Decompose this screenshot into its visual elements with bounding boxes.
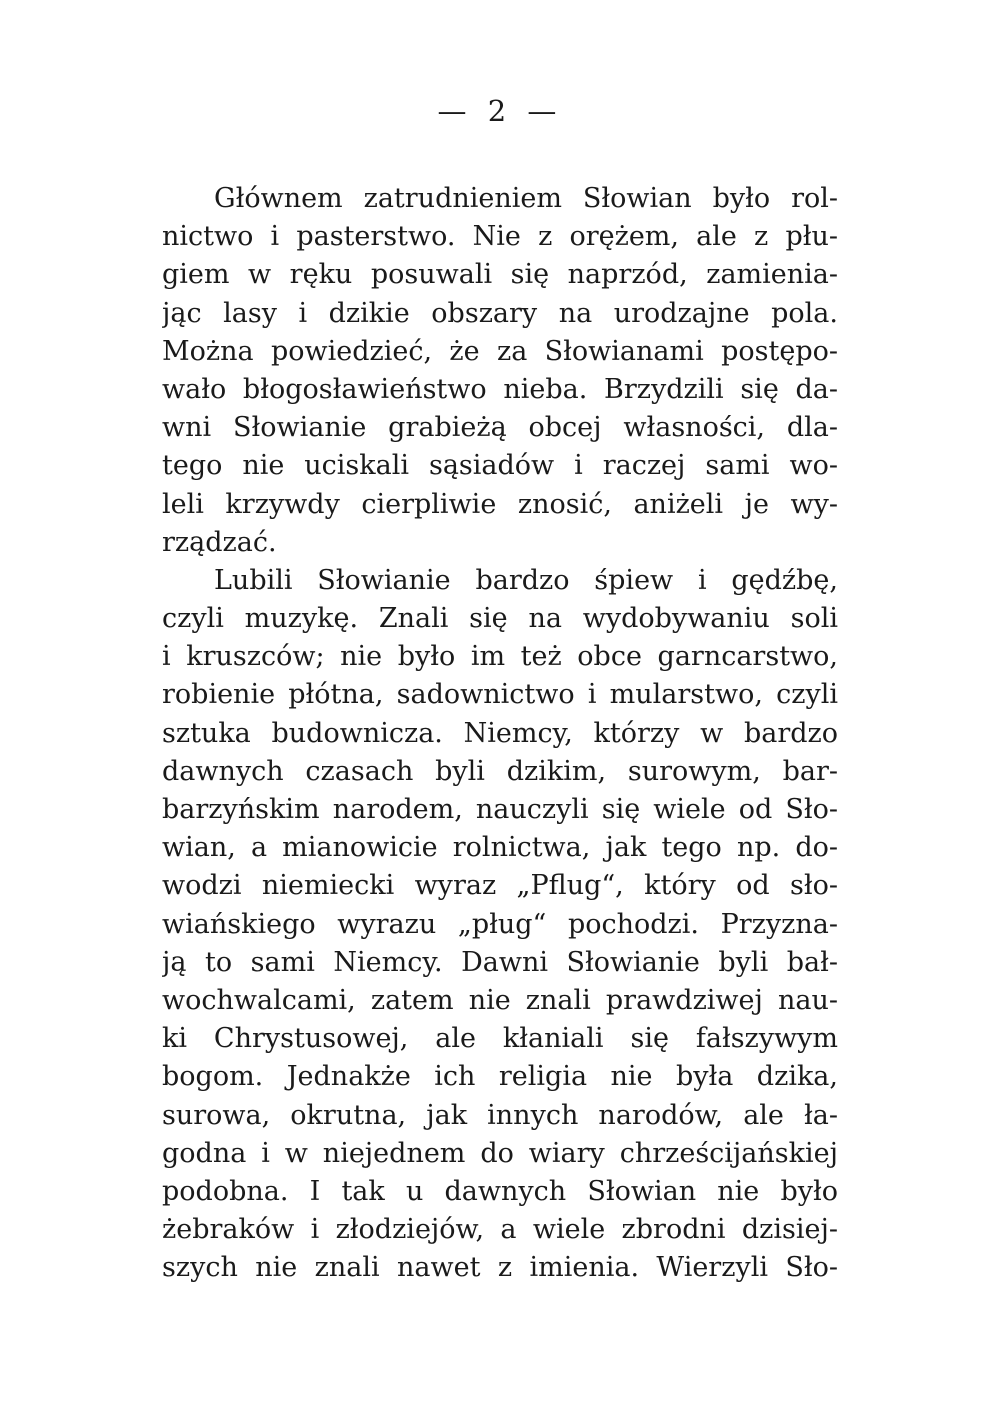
text-line: wian, a mianowicie rolnictwa, jak tego np. do- bbox=[162, 832, 838, 864]
text-line: robienie płótna, sadownictwo i mularstwo, czyli bbox=[162, 679, 838, 711]
text-line: tego nie uciskali sąsiadów i raczej sami wo- bbox=[162, 450, 838, 482]
text-line: bogom. Jednakże ich religia nie była dzika, bbox=[162, 1061, 838, 1093]
text-block bbox=[162, 180, 838, 1287]
text-line: wni Słowianie grabieżą obcej własności, dla- bbox=[162, 412, 838, 444]
text-line: wało błogosławieństwo nieba. Brzydzili się da- bbox=[162, 373, 838, 405]
page-number: — 2 — bbox=[437, 94, 563, 128]
text-line: barzyńskim narodem, nauczyli się wiele od Sło- bbox=[162, 794, 838, 825]
text-line: ją to sami Niemcy. Dawni Słowianie byli bał- bbox=[162, 946, 838, 978]
text-line: rządzać. bbox=[162, 526, 277, 558]
text-line: Można powiedzieć, że za Słowianami postępo- bbox=[162, 335, 838, 367]
text-line: szych nie znali nawet z imienia. Wierzyli Sło- bbox=[162, 1252, 838, 1284]
text-line: giem w ręku posuwali się naprzód, zamienia- bbox=[162, 259, 838, 291]
text-line: Głównem zatrudnieniem Słowian było rol- bbox=[214, 183, 838, 214]
text-line: Lubili Słowianie bardzo śpiew i gędźbę, bbox=[214, 564, 838, 596]
text-line: i kruszców; nie było im też obce garncarstwo, bbox=[162, 641, 838, 673]
text-line: podobna. I tak u dawnych Słowian nie było bbox=[162, 1175, 838, 1207]
text-line: surowa, okrutna, jak innych narodów, ale ła- bbox=[162, 1099, 838, 1131]
text-line: żebraków i złodziejów, a wiele zbrodni dzisiej- bbox=[162, 1214, 838, 1246]
text-line: wodzi niemiecki wyraz „Pflug“, który od sło- bbox=[162, 870, 838, 902]
text-line: wochwalcami, zatem nie znali prawdziwej nau- bbox=[162, 984, 838, 1016]
text-line: jąc lasy i dzikie obszary na urodzajne pola. bbox=[162, 297, 838, 329]
paragraph-1 bbox=[162, 180, 838, 562]
text-line: ki Chrystusowej, ale kłaniali się fałszywym bbox=[162, 1023, 838, 1055]
text-line: nictwo i pasterstwo. Nie z orężem, ale z płu- bbox=[162, 221, 838, 253]
text-line: wiańskiego wyrazu „pług“ pochodzi. Przyzna- bbox=[162, 908, 838, 940]
text-line: czyli muzykę. Znali się na wydobywaniu soli bbox=[162, 603, 838, 635]
text-line: godna i w niejednem do wiary chrześcijańskiej bbox=[162, 1137, 838, 1169]
text-line: sztuka budownicza. Niemcy, którzy w bardzo bbox=[162, 717, 838, 749]
text-line: dawnych czasach byli dzikim, surowym, bar- bbox=[162, 755, 838, 787]
paragraph-2 bbox=[162, 562, 838, 1288]
text-line: leli krzywdy cierpliwie znosić, aniżeli je wy- bbox=[162, 488, 838, 520]
